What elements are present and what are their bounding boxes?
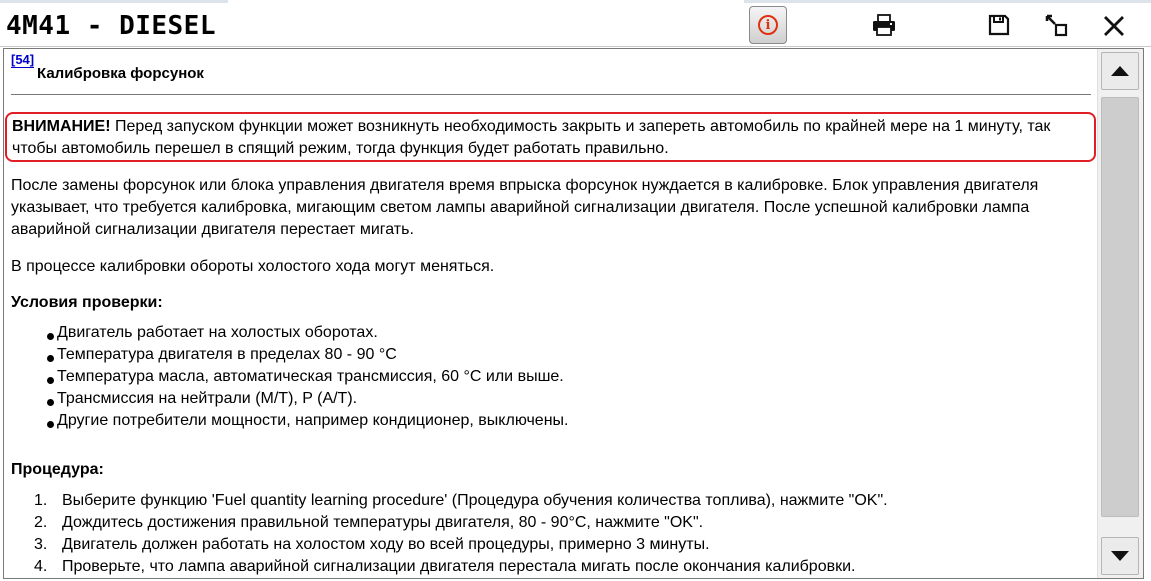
- save-icon: [988, 14, 1010, 36]
- list-item: [47, 324, 378, 342]
- bullet-icon: [47, 377, 54, 384]
- close-icon: [1103, 15, 1125, 37]
- step-text: Дождитесь достижения правильной температуры двигателя, 80 - 90°C, нажмите "OK".: [62, 514, 704, 531]
- step-number: 1.: [34, 492, 48, 509]
- list-item-text: Другие потребители мощности, например кондиционер, выключены.: [57, 412, 569, 429]
- bullet-icon: [47, 355, 54, 362]
- printer-icon: [872, 14, 896, 36]
- procedure-step: [34, 558, 855, 576]
- procedure-step: [34, 536, 710, 554]
- list-item-text: Трансмиссия на нейтрали (M/T), P (A/T).: [57, 390, 358, 407]
- procedure-step: [34, 492, 888, 510]
- vertical-scrollbar[interactable]: [1097, 49, 1143, 578]
- restore-window-icon: [1044, 13, 1068, 37]
- title-bar: [0, 3, 1151, 47]
- bullet-icon: [47, 421, 54, 428]
- step-number: 4.: [34, 558, 48, 575]
- list-item-text: Двигатель работает на холостых оборотах.: [57, 324, 378, 341]
- step-number: 3.: [34, 536, 48, 553]
- list-item: [47, 390, 357, 408]
- scroll-down-button[interactable]: [1101, 537, 1139, 575]
- step-text: Двигатель должен работать на холостом ходу во всей процедуры, примерно 3 минуты.: [62, 536, 710, 553]
- step-number: 2.: [34, 514, 48, 531]
- header-separator: [0, 46, 1151, 47]
- scrollbar-thumb[interactable]: [1101, 97, 1139, 517]
- restore-button[interactable]: [1040, 9, 1072, 41]
- close-button[interactable]: [1097, 9, 1131, 43]
- step-text: Выберите функцию 'Fuel quantity learning procedure' (Процедура обучения количества топлива), нажмите "OK".: [62, 492, 888, 509]
- conditions-heading: Условия проверки:: [11, 294, 163, 311]
- section-divider: [11, 94, 1091, 95]
- warning-label: ВНИМАНИЕ!: [12, 118, 111, 135]
- step-text: Проверьте, что лампа аварийной сигнализации двигателя перестала мигать после окончания калибровки.: [62, 558, 856, 575]
- save-button[interactable]: [983, 9, 1015, 41]
- info-icon: i: [758, 15, 778, 35]
- procedure-step: [34, 514, 703, 532]
- info-button[interactable]: [749, 6, 787, 44]
- scroll-up-button[interactable]: [1101, 52, 1139, 90]
- bullet-icon: [47, 333, 54, 340]
- print-button[interactable]: [868, 9, 900, 41]
- list-item-text: Температура двигателя в пределах 80 - 90 °C: [57, 346, 397, 363]
- list-item: [47, 346, 397, 364]
- bullet-icon: [47, 399, 54, 406]
- section-title: Калибровка форсунок: [37, 65, 204, 82]
- list-item: [47, 412, 568, 430]
- list-item: [47, 368, 564, 386]
- reference-link[interactable]: [54]: [11, 52, 35, 67]
- procedure-heading: Процедура:: [11, 461, 104, 478]
- arrow-up-icon: [1110, 65, 1130, 77]
- window-title: 4M41 - DIESEL: [6, 11, 216, 41]
- warning-body: Перед запуском функции может возникнуть необходимость закрыть и запереть автомобиль по крайней мере на 1 минуту, так чтобы автомобиль перешел в спящий режим, тогда функция будет работать правильно.: [12, 118, 1051, 157]
- document-content: [4, 49, 1097, 578]
- warning-box: [5, 112, 1096, 162]
- warning-text: [12, 116, 1090, 160]
- intro-paragraph: После замены форсунок или блока управления двигателя время впрыска форсунок нуждается в калибровке. Блок управления двигателя указывает, что требуется калибровка, мигающим светом лампы аварийной сигнализации двигателя. После успешной калибровки лампа аварийной сигнализации двигателя перестает мигать.: [11, 177, 1039, 238]
- list-item-text: Температура масла, автоматическая трансмиссия, 60 °C или выше.: [57, 368, 564, 385]
- document-viewer: [3, 48, 1144, 579]
- idle-note-paragraph: В процессе калибровки обороты холостого хода могут меняться.: [11, 258, 495, 275]
- arrow-down-icon: [1110, 550, 1130, 562]
